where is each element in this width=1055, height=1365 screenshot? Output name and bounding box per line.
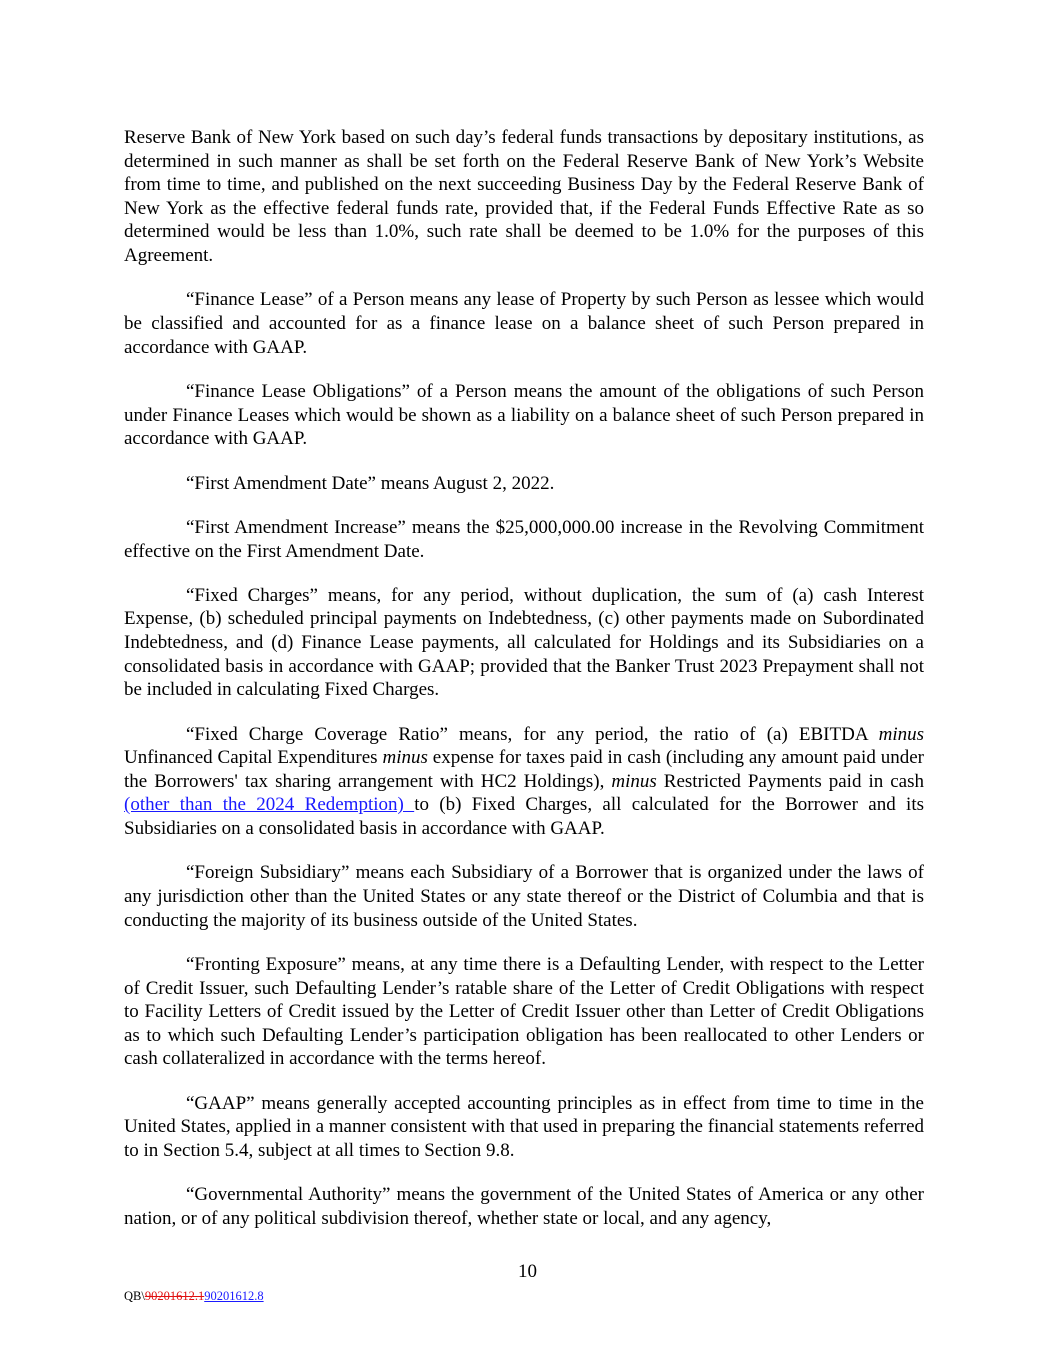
doc-id-deleted: 90201612.1 <box>144 1289 205 1303</box>
paragraph-first-amendment-date: “First Amendment Date” means August 2, 2022. <box>186 472 555 494</box>
fccr-minus-2: minus <box>382 747 428 769</box>
page-number: 10 <box>518 1261 537 1282</box>
paragraph-foreign-subsidiary: “Foreign Subsidiary” means each Subsidiary of a Borrower that is organized under the laws of any jurisdiction other than the United States or any state thereof or the District of Columbia and that is conducting the majority of its business outside of the United States. <box>124 862 924 931</box>
paragraph-governmental-authority: “Governmental Authority” means the government of the United States of America or any other nation, or of any political subdivision thereof, whether state or local, and any agency, <box>124 1184 924 1229</box>
doc-id-prefix: QB\ <box>124 1289 145 1303</box>
document-body <box>124 126 924 1251</box>
paragraph-fixed-charges: “Fixed Charges” means, for any period, without duplication, the sum of (a) cash Interest Expense, (b) scheduled principal payments on Indebtedness, (c) other payments made on Subordinated Indebtedness, and (d) Finance Lease payments, all calculated for Holdings and its Subsidiaries on a consolidated basis in accordance with GAAP; provided that the Banker Trust 2023 Prepayment shall not be included in calculating Fixed Charges. <box>124 584 924 701</box>
doc-id-inserted: 90201612.8 <box>204 1289 264 1303</box>
paragraph-gaap: “GAAP” means generally accepted accounting principles as in effect from time to time in the United States, applied in a manner consistent with that used in preparing the financial statements referred to in Section 5.4, subject at all times to Section 9.8. <box>124 1092 924 1161</box>
paragraph-federal-funds-continued: Reserve Bank of New York based on such day’s federal funds transactions by depositary institutions, as determined in such manner as shall be set forth on the Federal Reserve Bank of New York’s Website from time to time, and published on the next succeeding Business Day by the Federal Reserve Bank of New York as the effective federal funds rate, provided that, if the Federal Funds Effective Rate as so determined would be less than 1.0%, such rate shall be deemed to be 1.0% for the purposes of this Agreement. <box>124 127 924 266</box>
fccr-minus-1: minus <box>878 723 924 745</box>
paragraph-first-amendment-increase: “First Amendment Increase” means the $25,000,000.00 increase in the Revolving Commitment effective on the First Amendment Date. <box>124 516 924 562</box>
inserted-text-redemption: (other than the 2024 Redemption) <box>124 794 415 816</box>
fccr-text-2: Unfinanced Capital Expenditures <box>124 747 383 769</box>
paragraph-finance-lease: “Finance Lease” of a Person means any lease of Property by such Person as lessee which would be classified and accounted for as a finance lease on a balance sheet of such Person prepared in accordance with GAAP. <box>124 289 924 358</box>
document-id-footer <box>124 1289 264 1304</box>
fccr-minus-3: minus <box>611 770 657 792</box>
fccr-text-1: “Fixed Charge Coverage Ratio” means, for any period, the ratio of (a) EBITDA <box>186 723 879 745</box>
paragraph-finance-lease-obligations: “Finance Lease Obligations” of a Person means the amount of the obligations of such Person under Finance Leases which would be shown as a liability on a balance sheet of such Person prepared in accordance with GAAP. <box>124 380 924 450</box>
fccr-text-5: to (b) Fixed Charges, all calculated for the Borrower and its Subsidiaries on a consolidated basis in accordance with GAAP. <box>124 794 924 840</box>
paragraph-fixed-charge-coverage-ratio <box>124 723 924 841</box>
paragraph-fronting-exposure: “Fronting Exposure” means, at any time there is a Defaulting Lender, with respect to the Letter of Credit Issuer, such Defaulting Lender’s ratable share of the Letter of Credit Obligations with respect to Facility Letters of Credit issued by the Letter of Credit Issuer other than Letter of Credit Obligations as to which such Defaulting Lender’s participation obligation has been reallocated to other Lenders or cash collateralized in accordance with the terms hereof. <box>124 954 924 1070</box>
fccr-text-3: expense for taxes paid in cash (including any amount paid under the Borrowers' tax sharing arrangement with HC2 Holdings), <box>124 747 924 792</box>
fccr-text-4: Restricted Payments paid in cash <box>656 770 924 792</box>
